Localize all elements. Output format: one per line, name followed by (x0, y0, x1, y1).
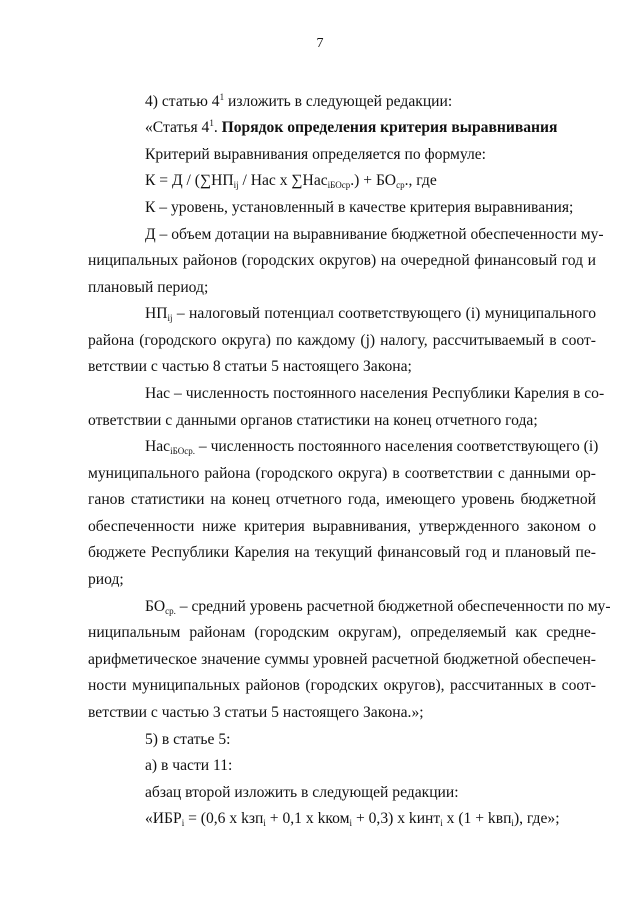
definition-nas-i-line: риод; (88, 571, 124, 588)
criterion-intro: Критерий выравнивания определяется по формуле: (145, 146, 487, 163)
definition-nas-line: Нас – численность постоянного населения Республики Карелия в со- (145, 385, 605, 402)
definition-bo-line: ветствии с частью 3 статьи 5 настоящего Закона.»; (88, 704, 424, 721)
definition-np-line: ветствии с частью 8 статьи 5 настоящего Закона; (88, 358, 412, 375)
criterion-formula: $К = Д / (\sum НП_{ij}$ / Нас х $\sum Нас_{iБОср}.) + БО_{ср}$., где (145, 172, 437, 190)
definition-d-line: плановый период; (88, 279, 209, 296)
definition-bo-line: $БО_{ср.}$ – средний уровень расчетной бюджетной обеспеченности по му- (145, 598, 611, 616)
ibr-formula: «$ИБР_i = (0,6$ х kзп$_i$ + 0,1 х kком$_i$ + 0,3) х kинт$_i$ х (1 + kвп$_i$), где»; (145, 810, 560, 828)
definition-nas-i-line: муниципального района (городского округа) в соответствии с данными ор- (88, 465, 596, 482)
definition-nas-line: ответствии с данными органов статистики на конец отчетного года; (88, 412, 538, 429)
definition-k: К – уровень, установленный в качестве критерия выравнивания; (145, 199, 574, 216)
definition-nas-i-line: обеспеченности ниже критерия выравнивания, утвержденного законом о (88, 518, 596, 535)
definition-bo-line: ности муниципальных районов (городских округов), рассчитанных в соот- (88, 677, 596, 694)
definition-nas-i-line: бюджете Республики Карелия на текущий финансовый год и плановый пе- (88, 544, 596, 561)
item-5a-paragraph: а) в части 11: (145, 757, 233, 774)
definition-nas-i-line: Нас$_{iБОср.}$ – численность постоянного населения соответствующего (i) (145, 438, 599, 456)
item-4-paragraph: 4) статью $4^1$ изложить в следующей редакции: (145, 92, 453, 110)
article-heading: «Статья $4^1$. Порядок определения критерия выравнивания (145, 118, 558, 136)
article-title: Порядок определения критерия выравнивания (221, 119, 558, 136)
page-number: 7 (316, 36, 324, 51)
definition-np-line: $НП_{ij}$ – налоговый потенциал соответствующего (i) муниципального (145, 305, 596, 323)
definition-nas-i-line: ганов статистики на конец отчетного года, имеющего уровень бюджетной (88, 491, 596, 508)
definition-d-line: ниципальных районов (городских округов) на очередной финансовый год и (88, 252, 596, 269)
definition-d-line: Д – объем дотации на выравнивание бюджетной обеспеченности му- (145, 226, 604, 243)
definition-np-line: района (городского округа) по каждому (j) налогу, рассчитываемый в соот- (88, 332, 596, 349)
definition-bo-line: ниципальным районам (городским округам), определяемый как средне- (88, 624, 596, 641)
item-5a-text: абзац второй изложить в следующей редакции: (145, 784, 459, 801)
definition-bo-line: арифметическое значение суммы уровней расчетной бюджетной обеспечен- (88, 651, 596, 668)
item-5-paragraph: 5) в статье 5: (145, 731, 231, 748)
